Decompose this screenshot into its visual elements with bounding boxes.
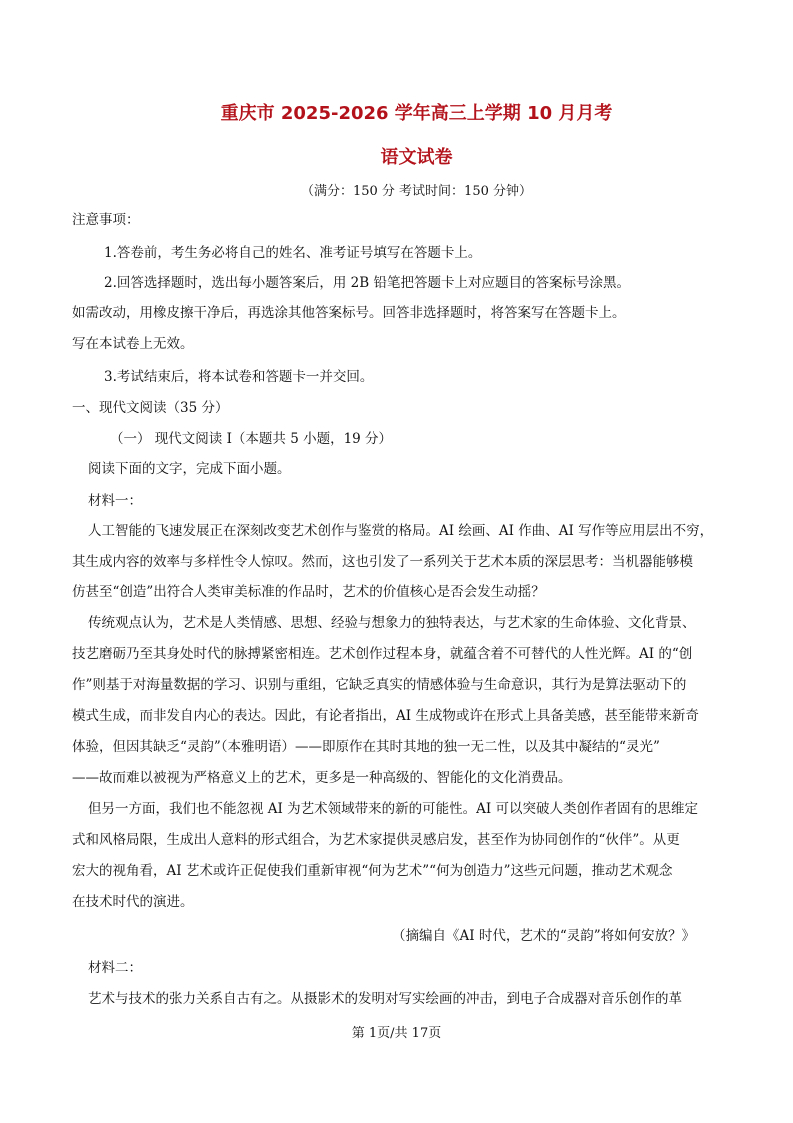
- section-subheading: （一） 现代文阅读 I（本题共 5 小题，19 分）: [110, 431, 393, 447]
- paragraph-line: 艺术与技术的张力关系自古有之。从摄影术的发明对写实绘画的冲击，到电子合成器对音乐创作的革: [88, 991, 682, 1007]
- paragraph-line: 体验，但因其缺乏“灵韵”（本雅明语）——即原作在其时其地的独一无二性，以及其中凝结的“灵光”: [72, 739, 660, 755]
- exam-title: 重庆市 2025-2026 学年高三上学期 10 月月考: [220, 103, 613, 124]
- paragraph-line: 在技术时代的演进。: [72, 894, 194, 910]
- section-instruction: 阅读下面的文字，完成下面小题。: [88, 461, 291, 477]
- notes-item-3: 3.考试结束后，将本试卷和答题卡一并交回。: [104, 369, 374, 385]
- notes-item-2-line-2: 如需改动，用橡皮擦干净后，再选涂其他答案标号。回答非选择题时，将答案写在答题卡上。: [72, 305, 626, 321]
- paragraph-line: 其生成内容的效率与多样性令人惊叹。然而，这也引发了一系列关于艺术本质的深层思考：当机器能够模: [72, 554, 693, 570]
- paragraph-line: 技艺磨砺乃至其身处时代的脉搏紧密相连。艺术创作过程本身，就蕴含着不可替代的人性光辉。AI 的“创: [72, 646, 693, 662]
- paragraph-line: 宏大的视角看，AI 艺术或许正促使我们重新审视“何为艺术”“何为创造力”这些元问题，推动艺术观念: [72, 863, 673, 879]
- paragraph-line: ——故而难以被视为严格意义上的艺术，更多是一种高级的、智能化的文化消费品。: [72, 770, 572, 786]
- notes-item-2-line-3: 写在本试卷上无效。: [72, 336, 194, 352]
- paragraph-line: 但另一方面，我们也不能忽视 AI 为艺术领域带来的新的可能性。AI 可以突破人类创作者固有的思维定: [88, 801, 699, 817]
- exam-info: （满分：150 分 考试时间：150 分钟）: [300, 184, 533, 199]
- paragraph-line: 作”则基于对海量数据的学习、识别与重组，它缺乏真实的情感体验与生命意识，其行为是算法驱动下的: [72, 677, 687, 693]
- paragraph-line: 人工智能的飞速发展正在深刻改变艺术创作与鉴赏的格局。AI 绘画、AI 作曲、AI 写作等应用层出不穷，: [88, 523, 714, 539]
- exam-subtitle: 语文试卷: [380, 147, 453, 168]
- page-number: 第 1页/共 17页: [351, 1026, 442, 1041]
- material-2-label: 材料二：: [88, 960, 142, 976]
- notes-item-1: 1.答卷前，考生务必将自己的姓名、准考证号填写在答题卡上。: [104, 245, 482, 261]
- material-1-label: 材料一：: [88, 493, 142, 509]
- section-heading: 一、现代文阅读（35 分）: [72, 400, 229, 416]
- notes-item-2-line-1: 2.回答选择题时，选出每小题答案后，用 2B 铅笔把答题卡上对应题目的答案标号涂黑。: [104, 275, 630, 291]
- paragraph-line: 传统观点认为，艺术是人类情感、思想、经验与想象力的独特表达，与艺术家的生命体验、文化背景、: [88, 615, 696, 631]
- paragraph-line: 仿甚至“创造”出符合人类审美标准的作品时，艺术的价值核心是否会发生动摇？: [72, 584, 545, 600]
- source-citation: （摘编自《AI 时代，艺术的“灵韵”将如何安放？》: [392, 928, 696, 944]
- notes-heading: 注意事项：: [72, 212, 140, 228]
- paragraph-line: 模式生成，而非发自内心的表达。因此，有论者指出，AI 生成物或许在形式上具备美感，甚至能带来新奇: [72, 708, 699, 724]
- paragraph-line: 式和风格局限，生成出人意料的形式组合，为艺术家提供灵感启发，甚至作为协同创作的“伙伴”。从更: [72, 832, 680, 848]
